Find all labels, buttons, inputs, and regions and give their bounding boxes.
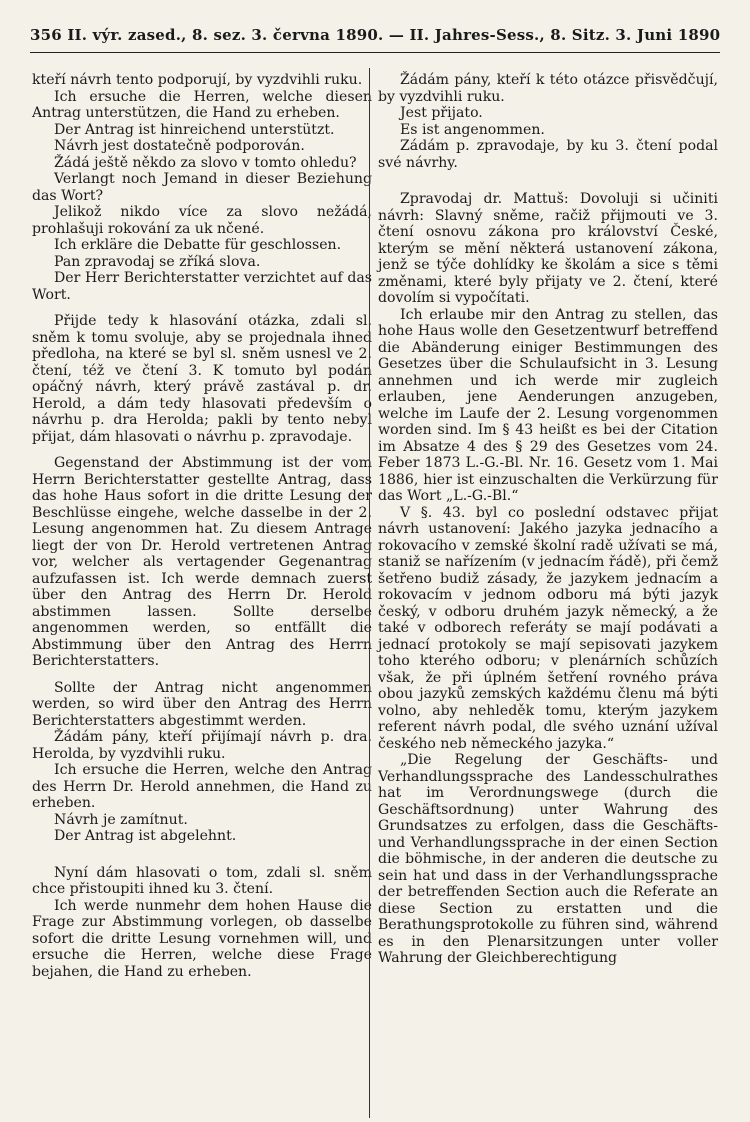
right-column — [378, 72, 718, 967]
paragraph: Jest přijato. — [400, 105, 483, 121]
paragraph: Der Antrag ist hinreichend unterstützt. — [54, 121, 335, 138]
paragraph: Žádá ještě někdo za slovo v tomto ohledu? — [54, 154, 357, 171]
paragraph: Žádám pány, kteří přijímají návrh p. dra. Herolda, by vyzdvihli ruku. — [32, 729, 372, 762]
paragraph: Zpravodaj dr. Mattuš: Dovoluji si učiniti návrh: Slavný sněme, račiž přijmouti ve 3. čtení osnovu zákona pro království České, kterým se mění některá ustanovení zákona, jenž se týče dohlídky ke školám a sice s těmi změnami, které byly přijaty ve 2. čtení, které dovolím si vypočítati. — [378, 191, 718, 306]
header-rule — [30, 52, 720, 53]
page-header — [30, 26, 720, 44]
paragraph: Ich werde nunmehr dem hohen Hause die Frage zur Abstimmung vorlegen, ob dasselbe sofort die dritte Lesung vornehmen will, und ersuche die Herren, welche diese Frage bejahen, die Hand zu erheben. — [32, 897, 372, 980]
paragraph-spacer — [32, 670, 372, 680]
header-text: 356 II. výr. zased., 8. sez. 3. června 1890. — II. Jahres-Sess., 8. Sitz. 3. Juni 1890 — [30, 26, 721, 44]
paragraph: Pan zpravodaj se zříká slova. — [54, 253, 261, 270]
paragraph-spacer — [32, 845, 372, 865]
paragraph: Jelikož nikdo více za slovo nežádá, prohlašuji rokování za uk nčené. — [32, 204, 372, 237]
paragraph: Nyní dám hlasovati o tom, zdali sl. sněm chce přistoupiti ihned ku 3. čtení. — [32, 864, 372, 897]
paragraph: Gegenstand der Abstimmung ist der vom Herrn Berichterstatter gestellte Antrag, dass das hohe Haus sofort in die dritte Lesung der Beschlüsse eingehe, welche dasselbe in der 2. Lesung angenommen hat. Zu diesem Antrage liegt der von Dr. Herold vertretenen Antrag vor, welcher als vertagender Gegenantrag aufzufassen ist. Ich werde demnach zuerst über den Antrag des Herrn Dr. Herold abstimmen lassen. Sollte derselbe angenommen werden, so entfällt die Abstimmung über den Antrag des Herrn Berichterstatters. — [32, 455, 372, 669]
paragraph: Ich erkläre die Debatte für geschlossen. — [54, 237, 342, 253]
paragraph: Sollte der Antrag nicht angenommen werden, so wird über den Antrag des Herrn Berichterstatters abgestimmt werden. — [32, 679, 372, 729]
paragraph-spacer — [378, 171, 718, 191]
left-column — [32, 72, 372, 980]
paragraph: Návrh jest dostatečně podporován. — [54, 138, 305, 154]
paragraph-spacer — [32, 445, 372, 455]
paragraph: Es ist angenommen. — [400, 121, 545, 138]
paragraph: Návrh je zamítnut. — [54, 811, 188, 828]
paragraph: Žádám pány, kteří k této otázce přisvědčují, by vyzdvihli ruku. — [378, 72, 718, 105]
paragraph: Zádám p. zpravodaje, by ku 3. čtení podal své návrhy. — [378, 138, 718, 171]
paragraph: Ich ersuche die Herren, welche den Antrag des Herrn Dr. Herold annehmen, die Hand zu erheben. — [32, 762, 372, 811]
paragraph: Přijde tedy k hlasování otázka, zdali sl. sněm k tomu svoluje, aby se projednala ihned předloha, na které se byl sl. sněm usnesl ve 2. čtení, též ve čtení 3. K tomuto byl podán opáčný návrh, který právě zastával p. dr. Herold, a dám tedy hlasovati především o návrhu p. dra Herolda; pakli by tento nebyl přijat, dám hlasovati o návrhu p. zpravodaje. — [32, 313, 372, 445]
paragraph: Verlangt noch Jemand in dieser Beziehung das Wort? — [32, 171, 372, 204]
column-divider — [369, 68, 370, 1118]
paragraph: kteří návrh tento podporují, by vyzdvihli ruku. — [32, 72, 363, 88]
paragraph-spacer — [32, 303, 372, 313]
paragraph: V §. 43. byl co poslední odstavec přijat návrh ustanovení: Jakého jazyka jednacího a rokovacího v zemské školní radě užívati se má, staniž se nařízením (v jednacím řádě), při čemž šetřeno budiž zásady, že jazykem jednacím a rokovacím v jednom odboru má býti jazyk český, v odboru druhém jazyk německý, a že také v odborech referáty se mají podávati a jednací protokoly se mají sepisovati jazykem toho kterého odboru; v plenárních schůzích však, že při úplném šetření rovného práva obou jazyků zemských každému členu má býti volno, aby nehleděk tomu, kterým jazykem referent návrh podal, dle svého uznání užíval českého neb německého jazyka.“ — [378, 504, 718, 752]
paragraph: Ich ersuche die Herren, welche diesen Antrag unterstützen, die Hand zu erheben. — [32, 88, 372, 121]
paragraph: Ich erlaube mir den Antrag zu stellen, das hohe Haus wolle den Gesetzentwurf betreffend die Abänderung einiger Bestimmungen des Gesetzes über die Schulaufsicht in 3. Lesung annehmen und ich werde mir zugleich erlauben, jene Aenderungen anzugeben, welche im Laufe der 2. Lesung vorgenommen worden sind. Im § 43 heißt es bei der Citation im Absatze 4 des § 29 des Gesetzes vom 24. Feber 1873 L.-G.-Bl. Nr. 16. Gesetz vom 1. Mai 1886, hier ist einzuschalten die Verkürzung für das Wort „L.-G.-Bl.“ — [378, 306, 718, 504]
paragraph: „Die Regelung der Geschäfts- und Verhandlungssprache des Landesschulrathes hat im Verordnungswege (durch die Geschäftsordnung) unter Wahrung des Grundsatzes zu erfolgen, dass die Geschäfts- und Verhandlungssprache in der einen Section die böhmische, in der anderen die deutsche zu sein hat und dass in der Verhandlungssprache der betreffenden Section auch die Referate an diese Section zu erstatten und die Berathungsprotokolle zu führen sind, während es in den Plenarsitzungen unter voller Wahrung der Gleichberechtigung — [378, 752, 718, 966]
paragraph: Der Antrag ist abgelehnt. — [54, 828, 237, 844]
paragraph: Der Herr Berichterstatter verzichtet auf das Wort. — [32, 270, 372, 303]
